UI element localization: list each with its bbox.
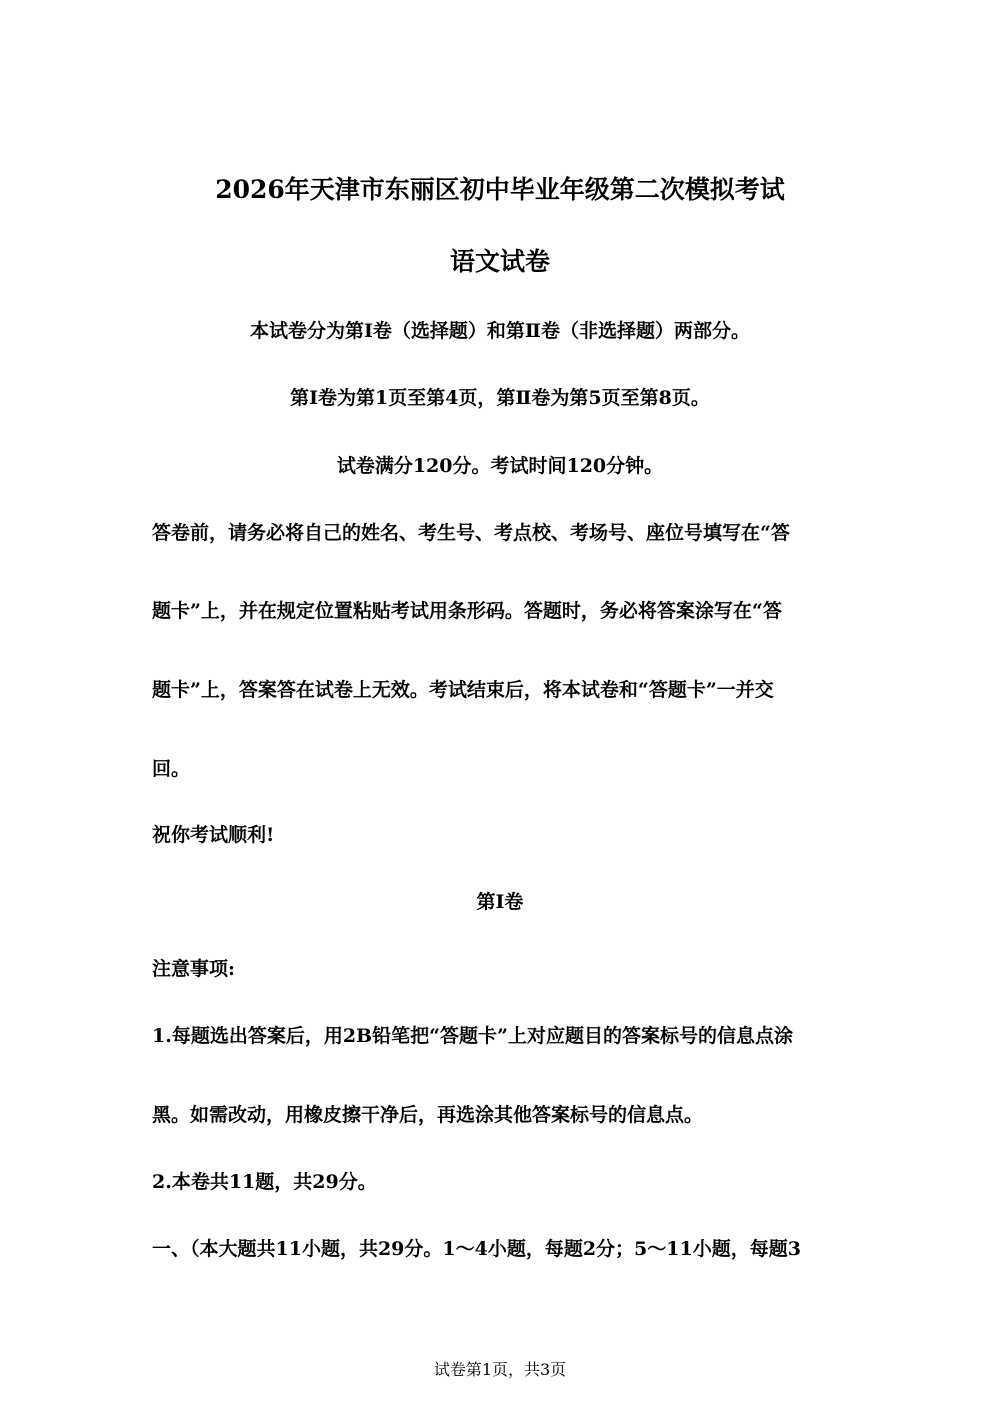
intro-line-3: 试卷满分120分。考试时间120分钟。 <box>336 455 664 477</box>
section-heading: 第Ⅰ卷 <box>476 891 524 913</box>
instructions-line-2: 题卡”上，并在规定位置粘贴考试用条形码。答题时，务必将答案涂写在“答 <box>152 600 782 622</box>
page-footer: 试卷第1页，共3页 <box>433 1360 567 1379</box>
instructions-line-4: 回。 <box>152 758 191 780</box>
part-1-heading: 一、（本大题共11小题，共29分。1～4小题，每题2分；5～11小题，每题3 <box>152 1238 801 1260</box>
instructions-line-1: 答卷前，请务必将自己的姓名、考生号、考点校、考场号、座位号填写在“答 <box>152 522 790 544</box>
instructions-line-3: 题卡”上，答案答在试卷上无效。考试结束后，将本试卷和“答题卡”一并交 <box>152 679 774 701</box>
good-luck-text: 祝你考试顺利! <box>152 824 275 846</box>
exam-title: 2026年天津市东丽区初中毕业年级第二次模拟考试 <box>215 175 785 204</box>
note-2: 2.本卷共11题，共29分。 <box>152 1171 377 1193</box>
exam-subtitle: 语文试卷 <box>449 247 550 276</box>
note-1-line-2: 黑。如需改动，用橡皮擦干净后，再选涂其他答案标号的信息点。 <box>152 1104 704 1126</box>
notes-heading: 注意事项: <box>152 958 236 980</box>
intro-line-1: 本试卷分为第Ⅰ卷（选择题）和第Ⅱ卷（非选择题）两部分。 <box>250 320 750 342</box>
intro-line-2: 第Ⅰ卷为第1页至第4页，第Ⅱ卷为第5页至第8页。 <box>290 387 710 409</box>
note-1-line-1: 1.每题选出答案后，用2B铅笔把“答题卡”上对应题目的答案标号的信息点涂 <box>152 1025 793 1047</box>
